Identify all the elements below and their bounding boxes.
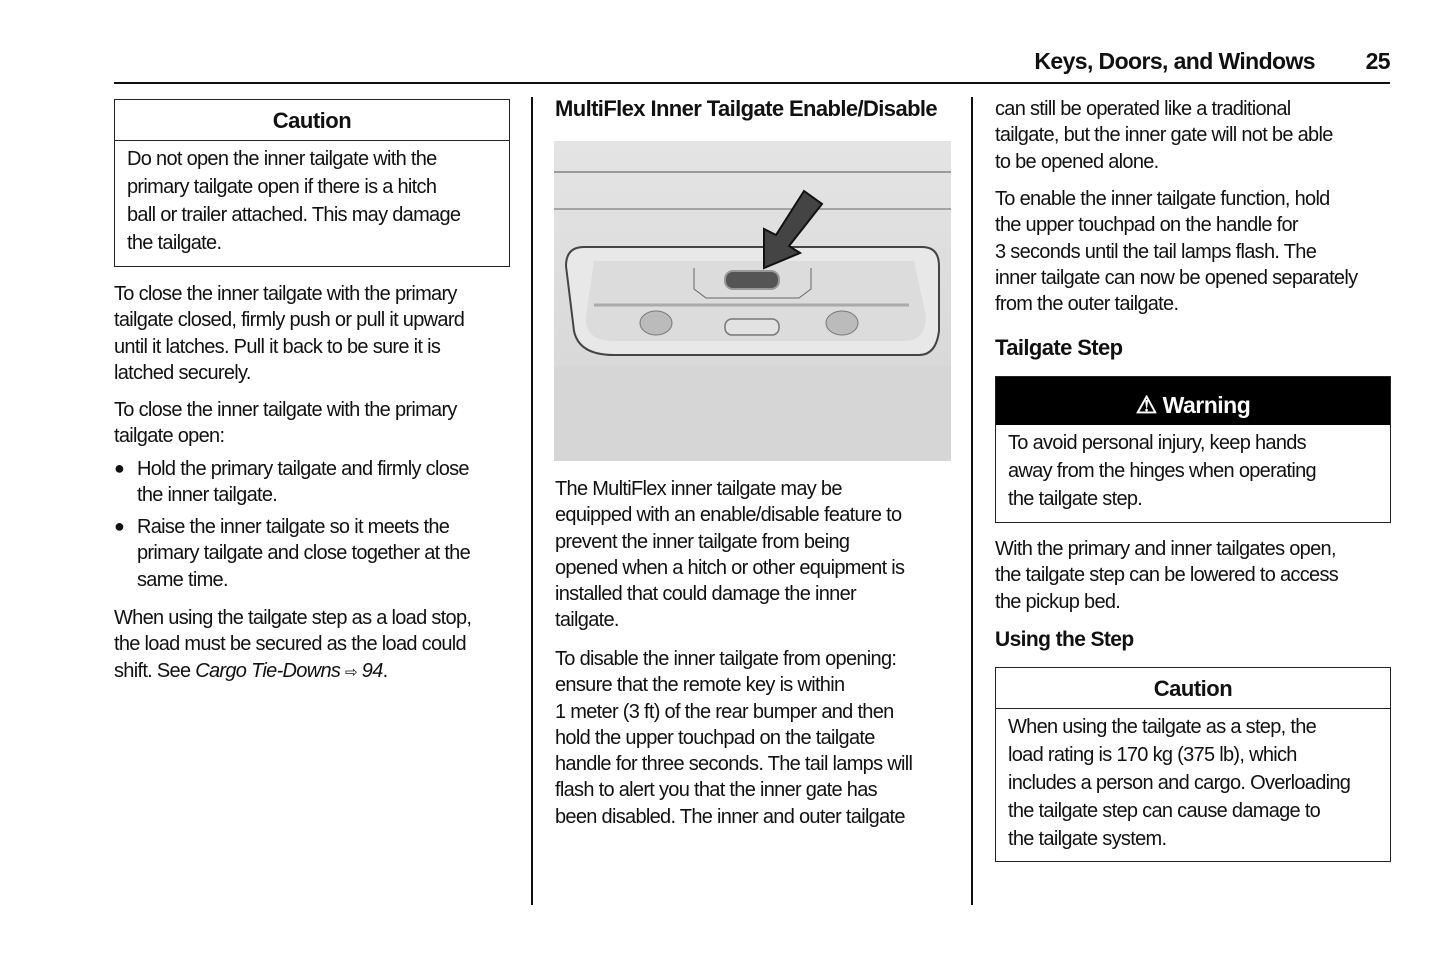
text-line: handle for three seconds. The tail lamps will	[555, 753, 913, 776]
caution-box	[995, 667, 1391, 862]
text-line: the load must be secured as the load could	[114, 633, 466, 656]
warning-header	[996, 377, 1390, 425]
cross-reference-link[interactable]: Cargo Tie-Downs	[195, 659, 341, 682]
text-line: hold the upper touchpad on the tailgate	[555, 726, 875, 749]
text-line: tailgate, but the inner gate will not be able	[995, 124, 1333, 147]
section-heading: Tailgate Step	[995, 335, 1123, 360]
text-line: flash to alert you that the inner gate has	[555, 779, 877, 802]
caution-text	[115, 141, 509, 257]
warning-box	[995, 376, 1391, 523]
text-line: from the outer tailgate.	[995, 293, 1179, 316]
paragraph	[114, 605, 471, 686]
text-line: the tailgate step can be lowered to access	[995, 564, 1339, 587]
column-divider	[531, 97, 533, 905]
caution-title: Caution	[115, 100, 509, 141]
page-number: 25	[1365, 48, 1390, 74]
text-line: away from the hinges when operating	[1008, 460, 1316, 482]
text-line: opened when a hitch or other equipment is	[555, 556, 905, 579]
paragraph	[114, 397, 457, 450]
bullet-icon: ●	[114, 458, 125, 478]
text-line: To avoid personal injury, keep hands	[1008, 432, 1306, 454]
text-line: can still be operated like a traditional	[995, 98, 1291, 120]
text-line: prevent the inner tailgate from being	[555, 530, 850, 553]
paragraph	[555, 476, 904, 634]
text: shift. See	[114, 659, 196, 682]
text-line: The MultiFlex inner tailgate may be	[555, 478, 842, 500]
text-line: tailgate open:	[114, 425, 225, 448]
text-line: the tailgate step can cause damage to	[1008, 800, 1321, 822]
paragraph	[995, 186, 1357, 317]
arrow-right-icon: ⇨	[345, 663, 357, 681]
paragraph	[995, 536, 1338, 615]
text-line: 1 meter (3 ft) of the rear bumper and then	[555, 700, 894, 723]
bullet-icon: ●	[114, 516, 125, 536]
paragraph-lines	[114, 605, 471, 658]
bullet-item	[137, 456, 469, 509]
page-reference[interactable]: 94	[361, 659, 383, 682]
text-line: the inner tailgate.	[137, 484, 278, 507]
text-line: To disable the inner tailgate from opening:	[555, 648, 897, 670]
text-line: ball or trailer attached. This may damage	[127, 204, 461, 226]
tailgate-handle-illustration	[554, 141, 951, 461]
header-rule	[114, 82, 1390, 84]
text-line: until it latches. Pull it back to be sure it is	[114, 335, 441, 358]
column-divider	[971, 97, 973, 905]
text-line: primary tailgate and close together at the	[137, 542, 471, 565]
text-line: When using the tailgate step as a load stop,	[114, 607, 472, 629]
caution-text	[996, 709, 1390, 853]
caution-title: Caution	[996, 668, 1390, 709]
text-line: 3 seconds until the tail lamps flash. The	[995, 240, 1317, 263]
text-line: the upper touchpad on the handle for	[995, 214, 1298, 237]
warning-text	[996, 425, 1390, 513]
text-line: load rating is 170 kg (375 lb), which	[1008, 744, 1297, 766]
text-line: To close the inner tailgate with the primary	[114, 399, 457, 421]
text-line: primary tailgate open if there is a hitch	[127, 176, 437, 198]
caution-box	[114, 99, 510, 267]
text-line: same time.	[137, 568, 228, 591]
text-line: includes a person and cargo. Overloading	[1008, 772, 1351, 794]
text-line: installed that could damage the inner	[555, 583, 856, 606]
text-line: tailgate.	[555, 609, 619, 632]
text-line: the tailgate system.	[1008, 828, 1167, 850]
text-line: Raise the inner tailgate so it meets the	[137, 516, 450, 538]
text-line: the pickup bed.	[995, 590, 1121, 613]
paragraph	[114, 281, 464, 386]
text-line: With the primary and inner tailgates open,	[995, 538, 1336, 560]
text-line: been disabled. The inner and outer tailgate	[555, 805, 905, 828]
section-heading: MultiFlex Inner Tailgate Enable/Disable	[555, 96, 938, 121]
text-line: the tailgate.	[127, 232, 222, 254]
text-line: tailgate closed, firmly push or pull it upward	[114, 309, 465, 332]
text-line: latched securely.	[114, 361, 251, 384]
text-line: When using the tailgate as a step, the	[1008, 716, 1317, 738]
text-line: ensure that the remote key is within	[555, 674, 845, 697]
section-title: Keys, Doors, and Windows	[1034, 48, 1315, 74]
paragraph-last-line	[114, 658, 471, 686]
warning-triangle-icon: ⚠	[1135, 392, 1157, 419]
text-line: Hold the primary tailgate and firmly close	[137, 458, 469, 480]
text-line: the tailgate step.	[1008, 488, 1143, 510]
paragraph	[555, 646, 912, 830]
subheading: Using the Step	[995, 628, 1134, 651]
warning-title: Warning	[1162, 392, 1251, 418]
text: .	[382, 659, 388, 682]
paragraph	[995, 96, 1333, 175]
text-line: to be opened alone.	[995, 150, 1159, 173]
text-line: Do not open the inner tailgate with the	[127, 148, 437, 170]
text-line: inner tailgate can now be opened separately	[995, 266, 1358, 289]
text-line: To enable the inner tailgate function, hold	[995, 188, 1330, 210]
text-line: equipped with an enable/disable feature to	[555, 504, 902, 527]
bullet-item	[137, 514, 470, 593]
text-line: To close the inner tailgate with the primary	[114, 283, 457, 305]
